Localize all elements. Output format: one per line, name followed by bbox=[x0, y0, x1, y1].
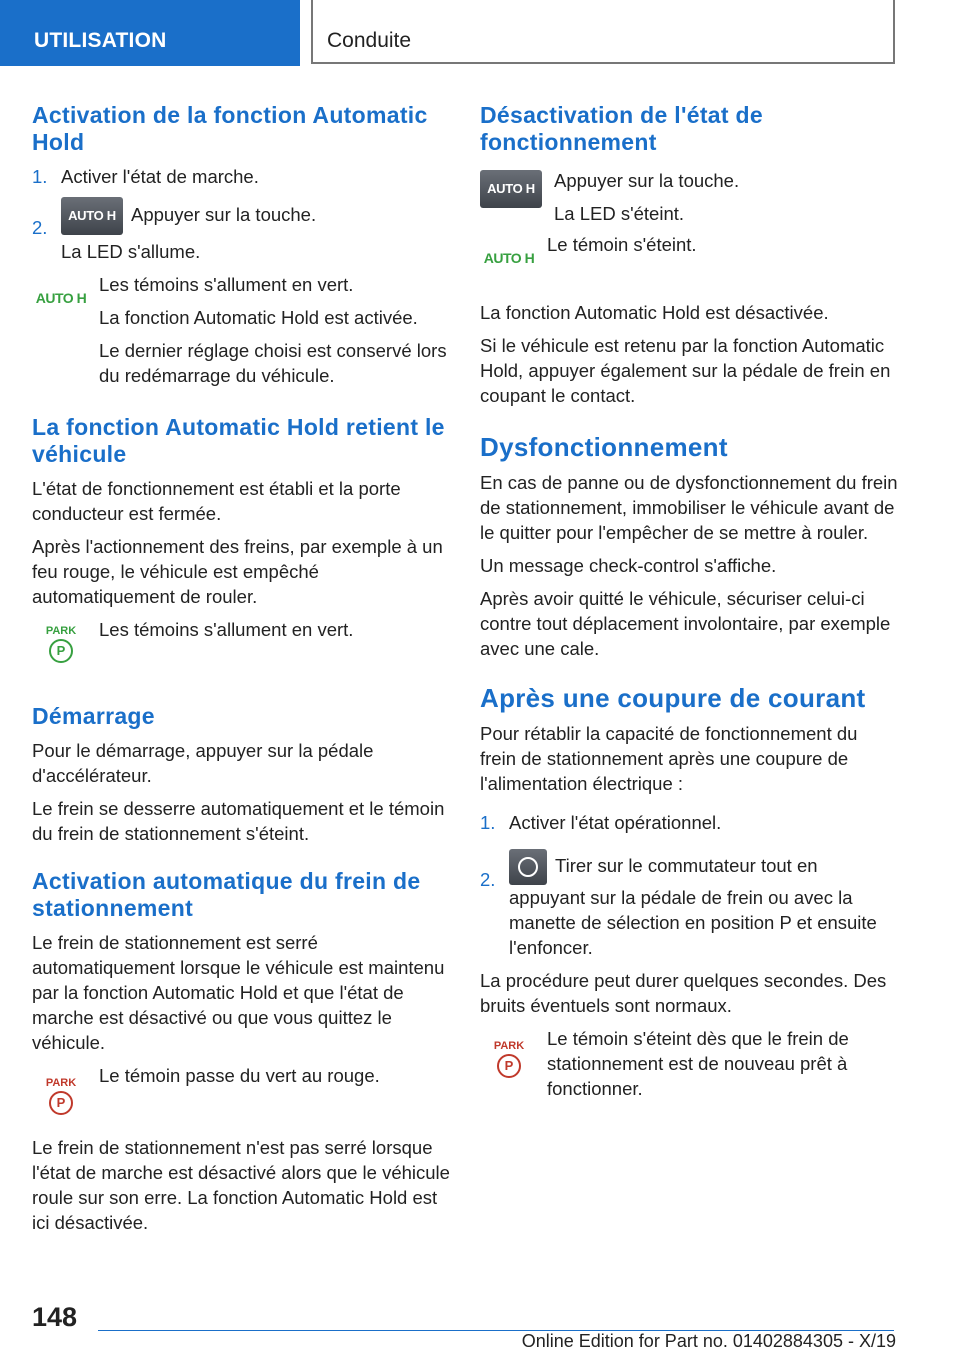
edition-text: Online Edition for Part no. 01402884305 - X/19 bbox=[521, 1331, 896, 1351]
step-1: 1. Activer l'état de marche. bbox=[32, 166, 259, 187]
section-tab bbox=[0, 0, 300, 66]
heading-coupure: Après une coupure de courant bbox=[480, 683, 866, 713]
step-number: 1. bbox=[480, 812, 496, 833]
auto-h-indicator-icon: AUTO H bbox=[483, 250, 535, 266]
heading-activation: Activation de la fonction Automatic Hold bbox=[32, 102, 428, 155]
auto-h-indicator-row: AUTO H Le témoin s'éteint. bbox=[480, 232, 898, 292]
heading-demarrage: Démarrage bbox=[32, 703, 155, 729]
right-column: Désactivation de l'état de fonctionnement AUTO H Appuyer sur la touche. La LED s'éteint. AUTO H Le témoin s'éteint. La fonction Automatic Hold est désactivée. Si le véhicule est retenu par la fonction Automatic Hold, appuyer également sur la pédale de frein en coupant le contact. Dysfonctionnement En cas de panne ou de dysfonctionnement du frein de stationnement, immobiliser le véhicule avant de le quitter pour l'empêcher de se mettre à rouler. Un message check-control s'affiche. Après avoir quitté le véhicule, sécuriser celui-ci contre tout déplacement involontaire, par exemple avec une cale. Après une coupure de courant Pour rétablir la capacité de fonctionnement du frein de stationnement après une coupure de l'alimentation électrique : 1. Activer l'état opérationnel. 2. Tirer sur le commutateur tout en appuyant sur la pédale de frein ou avec la manette de sélection en position P et ensuite l'enfoncer. La procédure peut durer quelques secondes. Des bruits éventuels sont normaux. PARK P Le témoin s'éteint dès que le frein de stationnement est de nouveau prêt à fonctionner. bbox=[480, 102, 898, 1099]
step-2: 2. AUTO H Appuyer sur la touche. bbox=[32, 197, 450, 235]
auto-h-button-icon: AUTO H bbox=[480, 170, 542, 208]
park-indicator-row: PARK P Le témoin s'éteint dès que le frein de stationnement est de nouveau prêt à fonctionner. bbox=[493, 1028, 849, 1099]
page-number: 148 bbox=[32, 1302, 78, 1332]
conserve-text: Le dernier réglage choisi est conservé lors du redémarrage du véhicule. bbox=[99, 340, 447, 386]
step-number: 2. bbox=[480, 869, 496, 890]
step-1: 1. Activer l'état opérationnel. bbox=[480, 812, 722, 833]
auto-h-indicator-icon: AUTO H bbox=[35, 290, 87, 306]
parking-brake-switch-icon bbox=[509, 849, 547, 885]
heading-desactivation: Désactivation de l'état de fonctionnement bbox=[480, 102, 763, 155]
park-indicator-row: PARK P Le témoin passe du vert au rouge. bbox=[32, 1063, 450, 1127]
heading-activation-auto: Activation automatique du frein de stationnement bbox=[32, 868, 421, 921]
heading-retient: La fonction Automatic Hold retient le véhicule bbox=[32, 414, 445, 467]
auto-h-indicator-row: AUTO H Les témoins s'allument en vert. La fonction Automatic Hold est activée. bbox=[32, 272, 450, 330]
left-column: Activation de la fonction Automatic Hold 1. Activer l'état de marche. 2. AUTO H Appuyer sur la touche. La LED s'allume. AUTO H Les témoins s'allument en vert. La fonction Automatic Hold est activée. Le dernier réglage choisi est conservé lors du redémarrage du véhicule. La fonction Automatic Hold retient le véhicule L'état de fonctionnement est établi et la porte conducteur est fermée. Après l'actionnement des freins, par exemple à un feu rouge, le véhicule est empêché automatiquement de rouler. PARK P Les témoins s'allument en vert. Démarrage Pour le démarrage, appuyer sur la pédale d'accélérateur. Le frein se desserre automatiquement et le témoin du frein de stationnement s'éteint. Activation automatique du frein de stationnement Le frein de stationnement est serré automatiquement lorsque le véhicule est maintenu par la fonction Automatic Hold et que l'état de marche est désactivé ou que vous quittez le véhicule. PARK P Le témoin passe du vert au rouge. Le frein de stationnement n'est pas serré lorsque l'état de marche est désactivé alors que le véhicule roule sur son erre. La fonction Automatic Hold est ici désactivée. bbox=[32, 102, 450, 1233]
led-text: La LED s'allume. bbox=[61, 241, 201, 262]
step-number: 2. bbox=[32, 217, 48, 238]
park-indicator-icon: PARK P bbox=[494, 1040, 524, 1078]
chapter-title: Conduite bbox=[327, 29, 412, 52]
chapter-header bbox=[311, 0, 895, 64]
section-title: UTILISATION bbox=[34, 29, 167, 52]
park-indicator-row: PARK P Les témoins s'allument en vert. bbox=[32, 617, 450, 685]
auto-h-button-icon: AUTO H bbox=[61, 197, 123, 235]
auto-h-button-row: AUTO H Appuyer sur la touche. La LED s'éteint. bbox=[480, 168, 898, 224]
step-2: 2. Tirer sur le commutateur tout en appuyant sur la pédale de frein ou avec la manette de sélection en position P et ensuite l'enfoncer. bbox=[480, 849, 898, 960]
step-number: 1. bbox=[32, 166, 48, 187]
park-indicator-icon: PARK P bbox=[46, 625, 76, 663]
heading-dysfonctionnement: Dysfonctionnement bbox=[480, 432, 728, 462]
park-indicator-icon: PARK P bbox=[46, 1077, 76, 1115]
